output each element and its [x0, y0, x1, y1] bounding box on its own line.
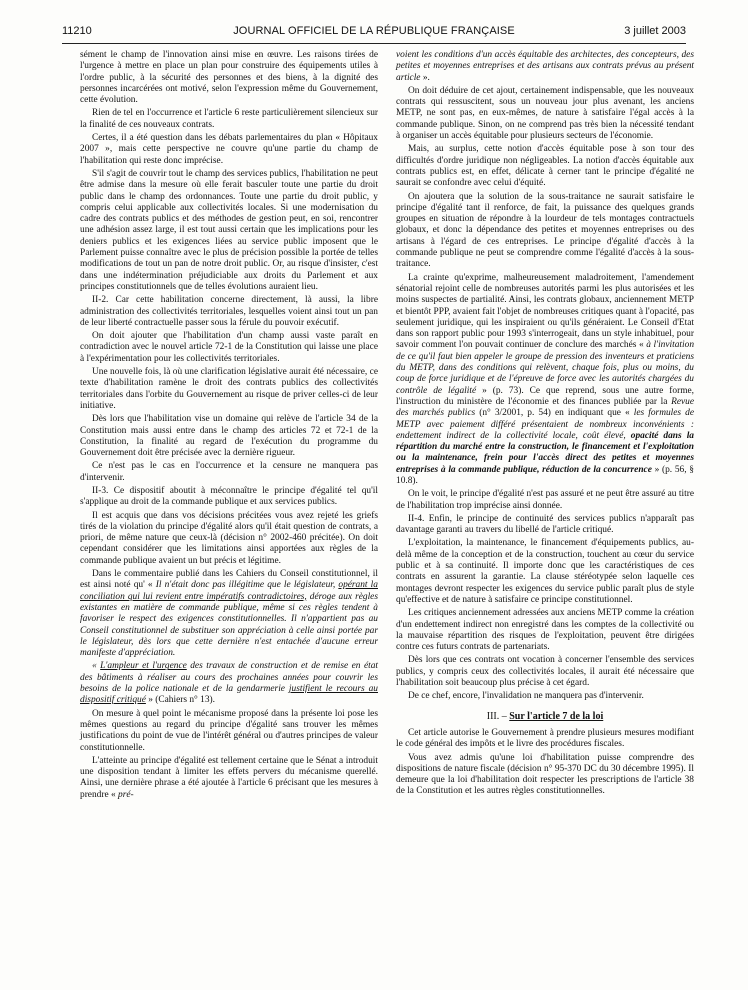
quote-text: voient les conditions d'un accès équitable des architectes, des concepteurs, des petites et moyennes entreprises et des artisans aux contrats prévus au présent article — [396, 50, 694, 83]
paragraph-quote — [80, 661, 378, 706]
paragraph: Dès lors que ces contrats ont vocation à concerner l'ensemble des services publics, y compris ceux des collectivités locales, il aurait été nécessaire que l'habilitation soit beaucoup plus précise à cet égard. — [396, 655, 694, 689]
page-number: 11210 — [62, 25, 92, 37]
paragraph: De ce chef, encore, l'invalidation ne manquera pas d'intervenir. — [408, 691, 644, 702]
left-column — [80, 50, 378, 803]
paragraph: Ce n'est pas le cas en l'occurrence et la censure ne manquera pas d'intervenir. — [80, 461, 378, 483]
publication-date: 3 juillet 2003 — [624, 25, 686, 37]
header-rule — [62, 43, 686, 44]
paragraph-text: L'atteinte au principe d'égalité est tellement certaine que le Sénat a introduit une disposition tendant à limiter les effets pervers du mécanisme querellé. Ainsi, une dernière phrase a été ajoutée à l'article 6 précisant que les mesures à prendre « — [80, 755, 378, 800]
quote-text: à l'invitation de ce qu'il faut bien appeler le groupe de pression des inventeurs et praticiens du METP, dans des conditions qui relèvent, chaque fois, plus ou moins, du coup de force juridique et de l'épreuve de force avec les autorités chargées du contrôle de légalité — [396, 340, 695, 396]
paragraph: Il est acquis que dans vos décisions précitées vous avez rejeté les griefs tirés de la violation du principe d'égalité alors qu'il était question de contrats, a priori, de même nature que ceux-là (décision n° 2002-460 précitée). On doit cependant considérer que les limitations ainsi apportées aux règles de la commande publique avaient un but précis et légitime. — [80, 510, 378, 566]
paragraph: On mesure à quel point le mécanisme proposé dans la présente loi pose les mêmes questions au regard du principe d'égalité sans trouver les mêmes justifications du point de vue de l'intérêt général ou d'autres principes de valeur constitutionnelle. — [80, 708, 378, 753]
paragraph: Cet article autorise le Gouvernement à prendre plusieurs mesures modifiant le code général des impôts et le livre des procédures fiscales. — [396, 727, 694, 750]
paragraph: sément le champ de l'innovation ainsi mise en œuvre. Les raisons tirées de l'urgence à mettre en place un plan pour construire des équipements utiles à l'ordre public, à la sécurité des personnes et des biens, à la dignité des personnes incarcérées ont motivé, selon l'expression même du Gouvernement, cette évolution. — [80, 50, 378, 106]
paragraph: On doit déduire de cet ajout, certainement indispensable, que les nouveaux contrats qui ressuscitent, sous un nouveau jour plus avenant, les anciens METP, ne sont pas, en eux-mêmes, de nature à satisfaire l'égal accès à la commande publique. Sinon, on ne comprend pas très bien la nécessité tendant à organiser un accès équitable pour plusieurs secteurs de l'économie. — [396, 85, 694, 142]
paragraph: II-3. Ce dispositif aboutit à méconnaître le principe d'égalité tel qu'il s'applique au droit de la commande publique et aux services publics. — [80, 485, 378, 508]
paragraph: Une nouvelle fois, là où une clarification législative aurait été nécessaire, ce texte d'habilitation ramène le droit des contrats publics des collectivités territoriales dans l'orbite du Gouvernement au risque de priver celles-ci de leur initiative. — [80, 367, 378, 411]
quote-open: « — [92, 661, 101, 672]
paragraph: Mais, au surplus, cette notion d'accès équitable pose à son tour des difficultés d'ordre juridique non négligeables. La notion d'accès équitable aux contrats publics est, en effet, délicate à cerner tant le principe d'égalité ne saurait se confondre avec celui d'équité. — [396, 144, 694, 189]
paragraph: II-4. Enfin, le principe de continuité des services publics n'apparaît pas davantage garanti au travers du libellé de l'article critiqué. — [396, 513, 694, 536]
paragraph-text: » (p. 73). Ce que reprend, sous une autre forme, l'instruction du ministère de l'économie et des finances publiée par la — [396, 385, 694, 407]
journal-title: JOURNAL OFFICIEL DE LA RÉPUBLIQUE FRANÇAISE — [233, 25, 515, 37]
paragraph-text: » (p. 56, § 10.8). — [396, 464, 694, 486]
paragraph: On le voit, le principe d'égalité n'est pas assuré et ne peut être assuré au titre de l'habilitation trop imprécise ainsi donnée. — [396, 489, 694, 511]
paragraph: On ajoutera que la solution de la sous-traitance ne saurait satisfaire le principe d'égalité tant il renforce, de fait, la puissance des quelques grands groupes en situation de répondre à la lourdeur de tels montages contractuels globaux, et donc la dépendance des petites et moyennes entreprises ou des artisans à l'égard de ces entreprises. Le principe d'égalité d'accès à la commande publique ne peut se comprendre comme l'égalité d'accès à la sous-traitance. — [396, 191, 694, 270]
publication-name: Revue des marchés publics — [396, 396, 694, 419]
quote-bold: opacité dans la répartition du marché entre la construction, le financement et l'exploitation ou la maintenance, frein pour l'accès direct des petites et moyennes entreprises à la commande publique, réduction de la concurrence — [396, 430, 694, 475]
quote-text: des travaux de construction et de remise en état des bâtiments à réaliser au cours des prochaines années pour couvrir les besoins de la police nationale et de la gendarmerie — [80, 661, 378, 695]
quote-text: Il n'était donc pas illégitime que le législateur, — [155, 580, 339, 591]
paragraph-quote — [396, 273, 694, 488]
quote-text: les formules de METP avec paiement différé présentaient de nombreux inconvénients : endettement indirect de la collectivité locale, coût élevé, — [396, 408, 694, 441]
page-header — [62, 25, 686, 41]
paragraph-text: La crainte qu'exprime, malheureusement maladroitement, l'amendement sénatorial rejoint celle de nombreuses autorités parmi les plus autorisées et les moins suspectes de partialité. Ainsi, les contrats globaux, anciennement METP et bientôt PPP, avaient fait l'objet de nombreuses critiques quant à l'opacité, pas seulement juridique, qui les inspiraient ou qu'ils généraient. Le Conseil d'Etat dans son rapport public pour 1993 s'interrogeait, dans un style inhabituel, pour savoir comment l'on pouvait continuer de conclure des marchés « — [396, 272, 694, 351]
paragraph: L'exploitation, la maintenance, le financement d'équipements publics, au-delà même de la conception et de la construction, touchent au cœur du service public et à sa continuité. Il importe donc que les caractéristiques de ces contrats en assurent la garantie. La clause stéréotypée selon laquelle ces montages devront respecter les exigences du service public paraît plus de style qu'effective et de nature à satisfaire ce principe constitutionnel. — [396, 538, 694, 605]
paragraph: Rien de tel en l'occurrence et l'article 6 reste particulièrement silencieux sur la finalité de ces nouveaux contrats. — [80, 108, 378, 130]
paragraph-quote — [396, 50, 694, 84]
quote-underlined: L'ampleur et l'urgence — [100, 661, 187, 672]
quote-underlined: opérant la conciliation qui lui revient entre impératifs contradictoires, — [80, 580, 378, 602]
quote-text: pré- — [118, 789, 134, 800]
paragraph: On doit ajouter que l'habilitation d'un champ aussi vaste paraît en contradiction avec le nouvel article 72-1 de la Constitution qui laisse une place à l'expérimentation pour les collectivités territoriales. — [80, 331, 378, 364]
paragraph: II-2. Car cette habilitation concerne directement, là aussi, la libre administration des collectivités territoriales, lesquelles voient ainsi tout un pan de leur liberté contractuelle passer sous la férule du pouvoir exécutif. — [80, 295, 378, 328]
right-column — [396, 50, 694, 800]
paragraph: Les critiques anciennement adressées aux anciens METP comme la création d'un endettement indirect non enregistré dans les comptes de la collectivité ou la mauvaise répartition des risques de l'exploitation, peuvent être dirigées contre ces futurs contrats de partenariats. — [396, 608, 694, 653]
paragraph: S'il s'agit de couvrir tout le champ des services publics, l'habilitation ne peut être admise dans la mesure où elle ferait basculer toute une partie du droit public dans le champ des ordonnances. Toute une partie du droit public, y compris celui applicable aux collectivités locales. Si une modernisation du cadre des contrats publics et des méthodes de gestion peut, en soi, rencontrer une adhésion assez large, il est tout aussi certain que les implications pour les deniers publics et les exigences liées au service public imposent que le Parlement puisse connaître avec le plus de précision possible la portée de telles modifications de tout un pan de notre droit public. Or, au risque d'insister, c'est dans une indétermination préjudiciable aux droits du Parlement et aux principes constitutionnels que de telles évolutions auraient lieu. — [80, 168, 378, 292]
section-heading — [396, 711, 694, 722]
paragraph: Vous avez admis qu'une loi d'habilitation puisse comprendre des dispositions de nature fiscale (décision n° 95-370 DC du 30 décembre 1995). Il demeure que la loi d'habilitation doit respecter les prescriptions de l'article 38 de la Constitution et les autres règles constitutionnelles. — [396, 752, 694, 797]
paragraph: Certes, il a été question dans les débats parlementaires du plan « Hôpitaux 2007 », mais cette perspective ne couvre qu'une partie du champ de l'habilitation qui reste donc imprécise. — [80, 133, 378, 166]
paragraph-quote — [80, 569, 378, 659]
quote-text: déroge aux règles existantes en matière de commande publique, même si ces règles tendent à favoriser le respect des exigences constitutionnelles. Il n'appartient pas au Conseil constitutionnel de substituer son appréciation à celle ainsi portée par le législateur, dès lors que cette dernière n'est entachée d'aucune erreur manifeste d'appréciation. — [80, 591, 378, 659]
section-title: Sur l'article 7 de la loi — [509, 710, 604, 722]
quote-citation: » (Cahiers n° 13). — [145, 695, 215, 706]
quote-underlined: justifient le recours au dispositif critiqué — [80, 684, 378, 706]
quote-intro: Dans le commentaire publié dans les Cahiers du Conseil constitutionnel, il est ainsi noté qu' « — [80, 569, 378, 591]
section-number: III. – — [486, 710, 510, 722]
paragraph — [80, 756, 378, 801]
paragraph-text: (n° 3/2001, p. 54) en indiquant que « — [475, 408, 634, 419]
quote-close: ». — [420, 72, 430, 83]
paragraph: Dès lors que l'habilitation vise un domaine qui relève de l'article 34 de la Constitution mais aussi entre dans le champ des articles 72 et 72-1 de la Constitution, la finalité au regard de l'exécution du programme du Gouvernement doit être précisée avec la dernière rigueur. — [80, 414, 378, 459]
